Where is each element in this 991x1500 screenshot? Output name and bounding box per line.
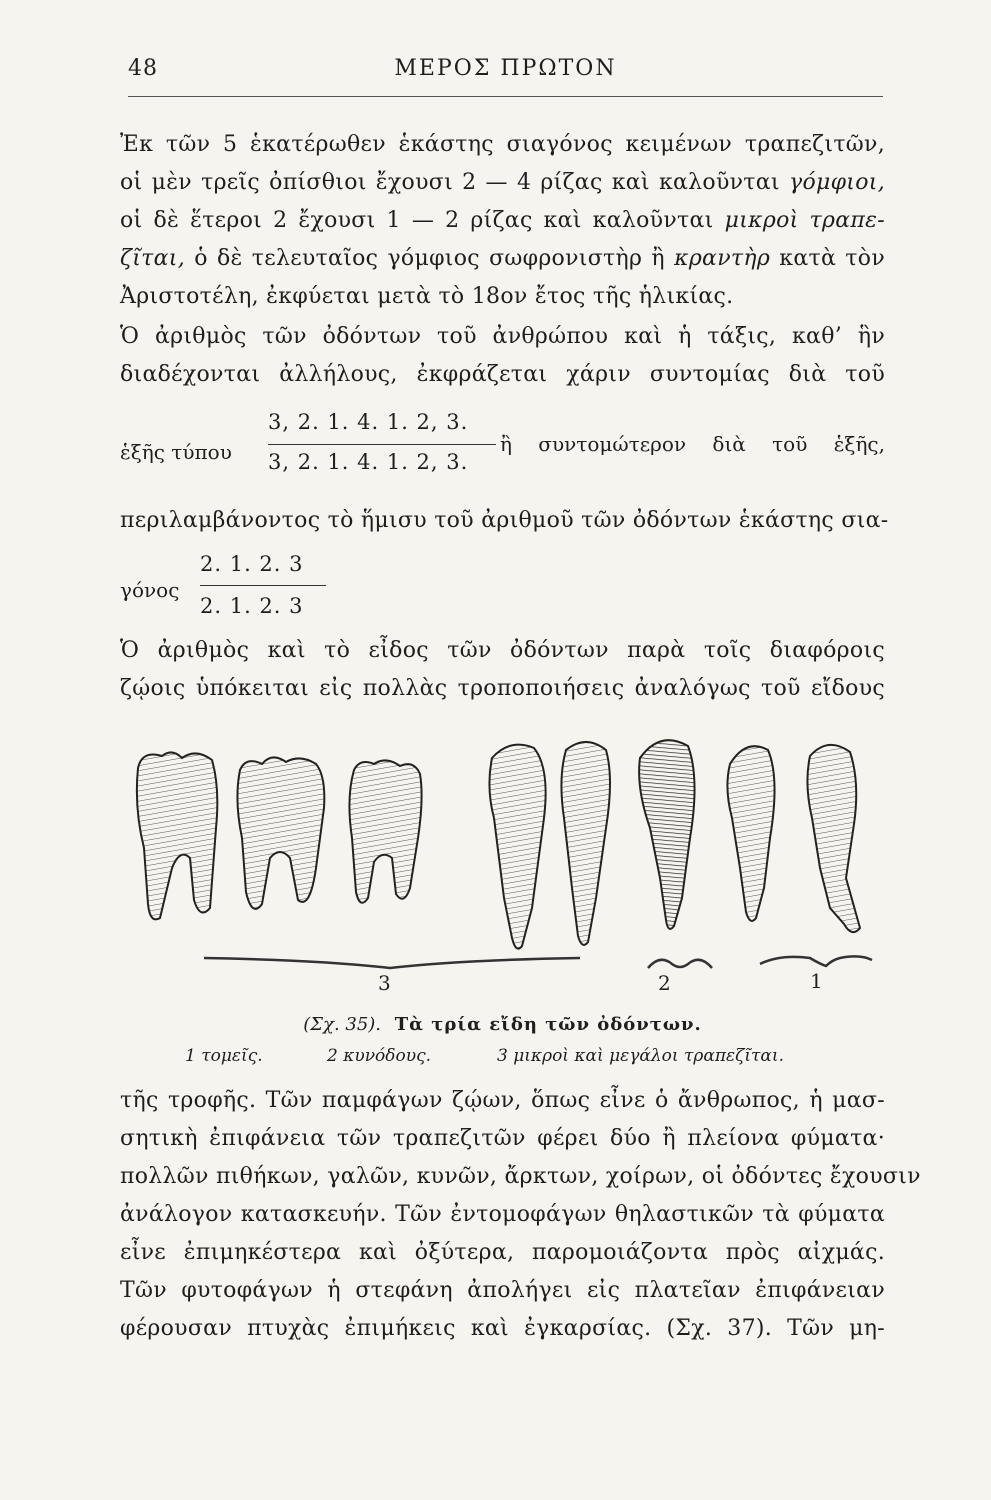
fraction-bar (268, 444, 496, 445)
text-line: τῆς τροφῆς. Τῶν παμφάγων ζῴων, ὅπως εἶνε ὁ ἄνθρωπος, ἡ μασ- (120, 1088, 885, 1113)
text-line: διαδέχονται ἀλλήλους, ἐκφράζεται χάριν συντομίας διὰ τοῦ (120, 362, 885, 387)
text-span: οἱ δὲ ἕτεροι 2 ἔχουσι 1 — 2 ρίζας καὶ καλοῦνται (120, 208, 714, 233)
figure-number: (Σχ. 35). (303, 1014, 382, 1035)
formula-lead: γόνος (120, 578, 180, 602)
text-line: Ὁ ἀριθμὸς τῶν ὀδόντων τοῦ ἀνθρώπου καὶ ἡ τάξις, καθ’ ἣν (120, 324, 885, 349)
term-premolars-cont: ζῖται, (120, 246, 185, 271)
figure-title: Τὰ τρία εἴδη τῶν ὀδόντων. (394, 1014, 702, 1035)
molar-tooth (137, 752, 217, 919)
text-line: Ἀριστοτέλη, ἐκφύεται μετὰ τὸ 18ον ἔτος τῆς ἡλικίας. (120, 284, 734, 309)
formula-denominator: 2. 1. 2. 3 (200, 594, 304, 618)
term-wisdom: κραντὴρ (674, 246, 771, 271)
text-line (120, 170, 885, 195)
page-header (128, 56, 883, 97)
text-line (120, 246, 885, 271)
text-line: σητικὴ ἐπιφάνεια τῶν τραπεζιτῶν φέρει δύο ἢ πλείονα φύματα· (120, 1126, 885, 1151)
text-span: κατὰ τὸν (779, 246, 885, 271)
group-label-3: 3 (378, 971, 391, 995)
bracket-incisors (760, 956, 872, 966)
figure-caption (120, 1014, 885, 1035)
term-premolars: μικροὶ τραπε- (724, 208, 885, 233)
text-line: Ἐκ τῶν 5 ἑκατέρωθεν ἑκάστης σιαγόνος κειμένων τραπεζιτῶν, (120, 132, 885, 157)
text-span: οἱ μὲν τρεῖς ὀπίσθιοι ἔχουσι 2 — 4 ρίζας καὶ καλοῦνται (120, 170, 780, 195)
teeth-figure (120, 728, 890, 998)
text-line: Ὁ ἀριθμὸς καὶ τὸ εἶδος τῶν ὀδόντων παρὰ τοῖς διαφόροις (120, 638, 885, 663)
text-line: ἀνάλογον κατασκευήν. Τῶν ἐντομοφάγων θηλαστικῶν τὰ φύματα (120, 1202, 885, 1227)
teeth-illustration (120, 728, 890, 998)
molar-tooth (349, 760, 421, 902)
premolar-tooth (561, 742, 610, 945)
incisor-tooth (807, 745, 860, 932)
legend-item: 2 κυνόδους. (327, 1046, 432, 1066)
group-label-1: 1 (810, 969, 823, 993)
incisor-tooth (727, 746, 774, 921)
formula-lead: ἑξῆς τύπου (120, 440, 232, 464)
fraction-bar (200, 585, 326, 586)
text-line: φέρουσαν πτυχὰς ἐπιμήκεις καὶ ἐγκαρσίας. (Σχ. 37). Τῶν μη- (120, 1316, 885, 1341)
molar-tooth (237, 757, 324, 908)
running-head: ΜΕΡΟΣ ΠΡΩΤΟΝ (394, 56, 617, 81)
text-span: ὁ δὲ τελευταῖος γόμφιος σωφρονιστὴρ ἢ (194, 246, 665, 271)
text-line: πολλῶν πιθήκων, γαλῶν, κυνῶν, ἄρκτων, χοίρων, οἱ ὀδόντες ἔχουσιν (120, 1164, 921, 1189)
text-line (120, 208, 885, 233)
group-label-2: 2 (658, 971, 671, 995)
formula-numerator: 3, 2. 1. 4. 1. 2, 3. (268, 410, 469, 434)
text-line: Τῶν φυτοφάγων ἡ στεφάνη ἀπολήγει εἰς πλατεῖαν ἐπιφάνειαν (120, 1278, 885, 1303)
text-line: ζῴοις ὑπόκειται εἰς πολλὰς τροποποιήσεις ἀναλόγως τοῦ εἴδους (120, 676, 885, 701)
formula-denominator: 3, 2. 1. 4. 1. 2, 3. (268, 450, 469, 474)
formula-numerator: 2. 1. 2. 3 (200, 552, 304, 576)
legend-item: 1 τομεῖς. (185, 1046, 263, 1066)
canine-tooth (639, 740, 694, 929)
bracket-canine (648, 960, 712, 968)
text-line: περιλαμβάνοντος τὸ ἥμισυ τοῦ ἀριθμοῦ τῶν ὀδόντων ἑκάστης σια- (120, 508, 889, 533)
premolar-tooth (489, 745, 545, 949)
text-line: εἶνε ἐπιμηκέστερα καὶ ὀξύτερα, παρομοιάζοντα πρὸς αἰχμάς. (120, 1240, 885, 1265)
formula-tail: ἢ συντομώτερον διὰ τοῦ ἑξῆς, (500, 432, 885, 456)
page-number: 48 (128, 56, 158, 81)
bracket-molars (204, 958, 580, 968)
term-molars: γόμφιοι, (789, 170, 885, 195)
legend-item: 3 μικροὶ καὶ μεγάλοι τραπεζῖται. (497, 1046, 784, 1066)
